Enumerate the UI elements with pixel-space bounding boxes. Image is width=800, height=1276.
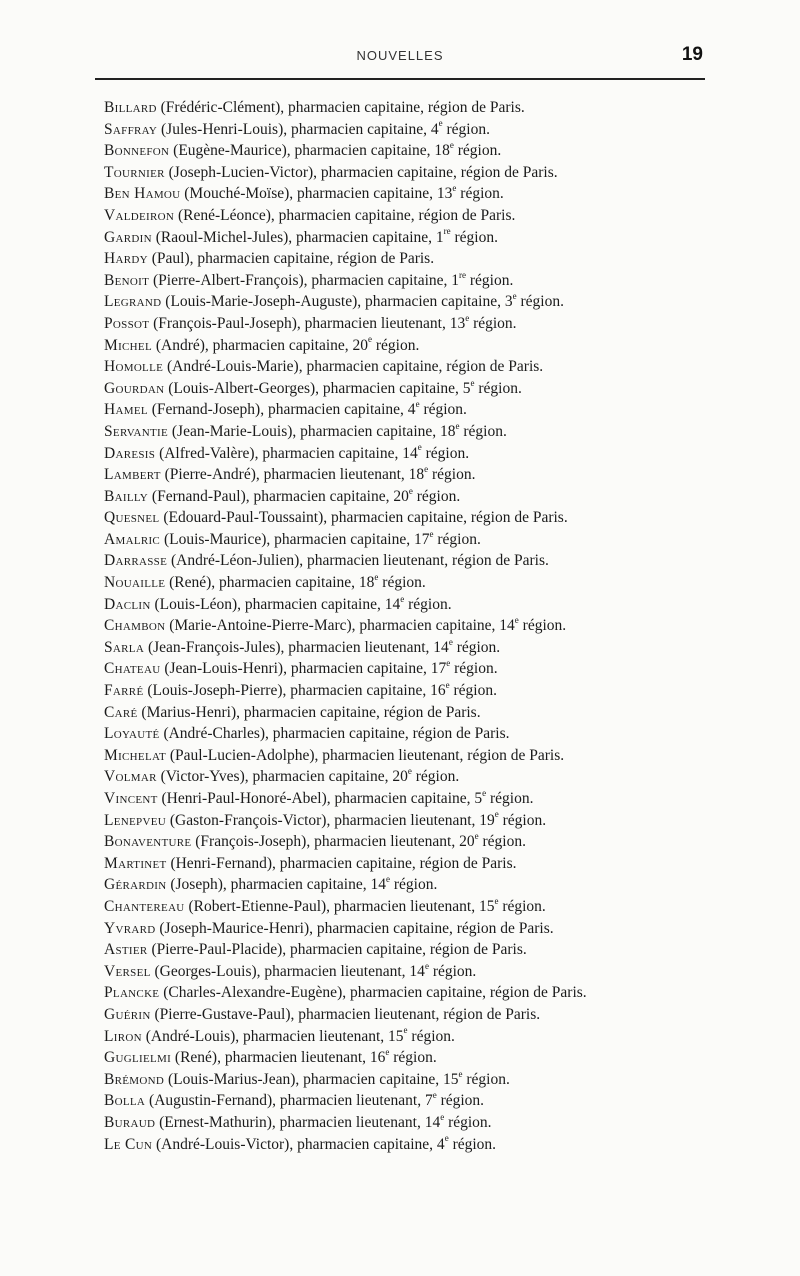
list-item bbox=[82, 486, 704, 508]
officer-surname: Plancke bbox=[104, 984, 160, 1002]
officer-surname: Amalric bbox=[104, 530, 161, 548]
entry-region: région. bbox=[378, 574, 426, 592]
officer-surname: Liron bbox=[104, 1027, 142, 1045]
entry-region: région. bbox=[469, 314, 517, 332]
entry-details: (René-Léonce), pharmacien capitaine, région de Paris. bbox=[174, 206, 516, 224]
list-item bbox=[82, 183, 704, 205]
entry-details: (Henri-Paul-Honoré-Abel), pharmacien capitaine, 5 bbox=[157, 790, 483, 807]
ordinal-suffix: e bbox=[417, 442, 422, 453]
entry-details: (Paul-Lucien-Adolphe), pharmacien lieutenant, région de Paris. bbox=[166, 746, 565, 764]
officer-surname: Martinet bbox=[104, 854, 167, 872]
entry-region: région. bbox=[453, 142, 502, 160]
list-item bbox=[82, 1134, 704, 1156]
officer-surname: Benoit bbox=[104, 271, 150, 289]
entry-region: région. bbox=[411, 768, 460, 786]
list-item bbox=[82, 399, 704, 421]
list-item bbox=[82, 637, 704, 659]
ordinal-suffix: e bbox=[448, 636, 453, 647]
ordinal-suffix: e bbox=[432, 1090, 437, 1101]
entry-details: (André), pharmacien capitaine, 20 bbox=[151, 336, 369, 354]
header-rule bbox=[95, 78, 705, 80]
entry-region: région. bbox=[449, 682, 497, 700]
officer-surname: Michel bbox=[104, 336, 152, 354]
entry-details: (Paul), pharmacien capitaine, région de Paris. bbox=[147, 250, 435, 268]
entry-details: (Henri-Fernand), pharmacien capitaine, région de Paris. bbox=[166, 854, 517, 872]
entry-details: (Louis-Albert-Georges), pharmacien capitaine, 5 bbox=[164, 379, 471, 397]
entry-details: (André-Louis), pharmacien lieutenant, 15 bbox=[141, 1027, 404, 1045]
list-item bbox=[82, 1026, 704, 1048]
entry-details: (Louis-Maurice), pharmacien capitaine, 17 bbox=[160, 530, 430, 548]
list-item bbox=[82, 766, 704, 788]
running-title: NOUVELLES bbox=[356, 48, 444, 63]
officer-surname: Lenepveu bbox=[104, 811, 166, 829]
entry-details: (André-Charles), pharmacien capitaine, région de Paris. bbox=[159, 725, 510, 743]
entry-details: (Pierre-Albert-François), pharmacien capitaine, 1 bbox=[149, 271, 460, 289]
entry-details: (Edouard-Paul-Toussaint), pharmacien capitaine, région de Paris. bbox=[159, 509, 568, 527]
entry-details: (Robert-Etienne-Paul), pharmacien lieutenant, 15 bbox=[184, 897, 495, 915]
list-item bbox=[82, 248, 704, 270]
ordinal-suffix: re bbox=[443, 226, 451, 237]
ordinal-suffix: e bbox=[470, 377, 475, 388]
list-item bbox=[82, 1047, 704, 1069]
ordinal-suffix: e bbox=[407, 766, 412, 777]
list-item bbox=[82, 140, 704, 162]
officer-surname: Hardy bbox=[104, 250, 148, 268]
ordinal-suffix: e bbox=[446, 658, 451, 669]
list-item bbox=[82, 550, 704, 572]
ordinal-suffix: e bbox=[455, 420, 460, 431]
officer-surname: Legrand bbox=[104, 293, 162, 311]
officer-surname: Bailly bbox=[104, 487, 149, 505]
officer-surname: Lambert bbox=[104, 466, 161, 484]
list-item bbox=[82, 313, 704, 335]
officer-surname: Daresis bbox=[104, 444, 156, 462]
ordinal-suffix: e bbox=[465, 312, 470, 323]
list-item bbox=[82, 205, 704, 227]
entry-region: région. bbox=[474, 379, 522, 397]
list-item bbox=[82, 97, 704, 119]
officer-surname: Chateau bbox=[104, 660, 161, 678]
ordinal-suffix: e bbox=[368, 334, 373, 345]
list-item bbox=[82, 507, 704, 529]
entry-details: (Ernest-Mathurin), pharmacien lieutenant, 14 bbox=[155, 1113, 441, 1131]
list-item bbox=[82, 443, 704, 465]
list-item bbox=[82, 1004, 704, 1026]
officer-surname: Vincent bbox=[104, 790, 158, 807]
officer-surname: Homolle bbox=[104, 358, 164, 376]
officer-surname: Tournier bbox=[104, 163, 165, 181]
entry-details: (François-Joseph), pharmacien lieutenant, 20 bbox=[191, 833, 475, 851]
list-item bbox=[82, 270, 704, 292]
entry-details: (Louis-Léon), pharmacien capitaine, 14 bbox=[150, 595, 401, 613]
entry-details: (Pierre-Paul-Placide), pharmacien capitaine, région de Paris. bbox=[147, 941, 527, 959]
officer-surname: Hamel bbox=[104, 401, 148, 419]
entry-details: (Jules-Henri-Louis), pharmacien capitaine, 4 bbox=[157, 120, 439, 138]
officer-surname: Gourdan bbox=[104, 379, 165, 397]
list-item bbox=[82, 658, 704, 680]
entry-details: (François-Paul-Joseph), pharmacien lieutenant, 13 bbox=[149, 314, 466, 332]
list-item bbox=[82, 788, 704, 810]
entry-region: région. bbox=[389, 1049, 437, 1067]
ordinal-suffix: e bbox=[374, 571, 379, 582]
ordinal-suffix: e bbox=[438, 118, 443, 129]
list-item bbox=[82, 896, 704, 918]
officer-surname: Brémond bbox=[104, 1070, 165, 1088]
entry-details: (Joseph-Maurice-Henri), pharmacien capitaine, région de Paris. bbox=[155, 919, 554, 937]
officer-surname: Chantereau bbox=[104, 897, 185, 915]
ordinal-suffix: e bbox=[452, 183, 457, 194]
ordinal-suffix: e bbox=[458, 1068, 463, 1079]
entry-details: (Eugène-Maurice), pharmacien capitaine, 18 bbox=[169, 142, 450, 160]
ordinal-suffix: e bbox=[400, 593, 405, 604]
ordinal-suffix: e bbox=[424, 463, 429, 474]
officer-surname: Loyauté bbox=[104, 725, 160, 743]
entry-details: (Raoul-Michel-Jules), pharmacien capitaine, 1 bbox=[151, 228, 444, 246]
entry-details: (Georges-Louis), pharmacien lieutenant, 14 bbox=[150, 962, 425, 980]
entry-details: (André-Louis-Victor), pharmacien capitaine, 4 bbox=[152, 1135, 445, 1153]
entry-region: région. bbox=[456, 185, 504, 203]
list-item bbox=[82, 378, 704, 400]
entry-details: (Jean-Marie-Louis), pharmacien capitaine, 18 bbox=[168, 422, 456, 440]
entry-region: région. bbox=[518, 617, 567, 635]
entry-region: région. bbox=[466, 271, 514, 289]
entry-details: (Augustin-Fernand), pharmacien lieutenant, 7 bbox=[145, 1092, 433, 1110]
entry-region: région. bbox=[459, 422, 507, 440]
officer-surname: Bonnefon bbox=[104, 142, 170, 160]
officer-surname: Darrasse bbox=[104, 552, 168, 570]
list-item bbox=[82, 810, 704, 832]
officer-surname: Sarla bbox=[104, 638, 145, 656]
entry-region: région. bbox=[516, 293, 564, 311]
entry-region: région. bbox=[450, 228, 498, 246]
officer-surname: Yvrard bbox=[104, 919, 156, 937]
list-item bbox=[82, 874, 704, 896]
entry-region: région. bbox=[498, 811, 547, 829]
ordinal-suffix: e bbox=[474, 831, 479, 842]
officer-surname: Servantie bbox=[104, 422, 169, 440]
entry-region: région. bbox=[372, 336, 420, 354]
entry-details: (Charles-Alexandre-Eugène), pharmacien capitaine, région de Paris. bbox=[159, 984, 587, 1002]
list-item bbox=[82, 119, 704, 141]
officer-surname: Caré bbox=[104, 703, 138, 721]
entry-region: région. bbox=[421, 444, 470, 462]
list-item bbox=[82, 918, 704, 940]
entry-region: région. bbox=[448, 1135, 497, 1153]
ordinal-suffix: e bbox=[424, 960, 429, 971]
entry-region: région. bbox=[444, 1113, 492, 1131]
officer-surname: Nouaille bbox=[104, 574, 166, 592]
list-item bbox=[82, 464, 704, 486]
list-item bbox=[82, 227, 704, 249]
officer-surname: Astier bbox=[104, 941, 148, 959]
entry-region: région. bbox=[428, 466, 476, 484]
ordinal-suffix: e bbox=[444, 1133, 449, 1144]
page-header bbox=[95, 44, 705, 72]
list-item bbox=[82, 572, 704, 594]
entry-details: (Frédéric-Clément), pharmacien capitaine, région de Paris. bbox=[156, 99, 525, 116]
entry-details: (Fernand-Paul), pharmacien capitaine, 20 bbox=[148, 487, 409, 505]
entry-region: région. bbox=[452, 638, 501, 656]
officer-surname: Farré bbox=[104, 682, 144, 700]
ordinal-suffix: e bbox=[512, 291, 517, 302]
officer-surname: Possot bbox=[104, 314, 150, 332]
list-item bbox=[82, 745, 704, 767]
officer-surname: Ben Hamou bbox=[104, 185, 181, 203]
officer-surname: Guérin bbox=[104, 1005, 151, 1023]
officer-surname: Michelat bbox=[104, 746, 167, 764]
entry-details: (Jean-Louis-Henri), pharmacien capitaine, 17 bbox=[160, 660, 447, 678]
entry-region: région. bbox=[442, 120, 490, 138]
entry-region: région. bbox=[498, 897, 546, 915]
entry-details: (Joseph-Lucien-Victor), pharmacien capitaine, région de Paris. bbox=[164, 163, 558, 181]
entry-details: (Pierre-Gustave-Paul), pharmacien lieutenant, région de Paris. bbox=[150, 1005, 541, 1023]
list-item bbox=[82, 853, 704, 875]
entry-details: (Joseph), pharmacien capitaine, 14 bbox=[166, 876, 386, 894]
ordinal-suffix: e bbox=[429, 528, 434, 539]
ordinal-suffix: e bbox=[482, 787, 487, 798]
entry-details: (André-Léon-Julien), pharmacien lieutenant, région de Paris. bbox=[167, 552, 549, 570]
entry-details: (Victor-Yves), pharmacien capitaine, 20 bbox=[156, 768, 408, 786]
list-item bbox=[82, 291, 704, 313]
ordinal-suffix: e bbox=[494, 895, 499, 906]
list-item bbox=[82, 961, 704, 983]
entry-region: région. bbox=[433, 530, 481, 548]
ordinal-suffix: e bbox=[385, 874, 390, 885]
entry-details: (Mouché-Moïse), pharmacien capitaine, 13 bbox=[180, 185, 453, 203]
entry-details: (Alfred-Valère), pharmacien capitaine, 14 bbox=[155, 444, 418, 462]
entry-details: (Gaston-François-Victor), pharmacien lieutenant, 19 bbox=[165, 811, 495, 829]
ordinal-suffix: re bbox=[459, 269, 467, 280]
list-item bbox=[82, 680, 704, 702]
officer-surname: Volmar bbox=[104, 768, 157, 786]
officer-surname: Guglielmi bbox=[104, 1049, 172, 1067]
ordinal-suffix: e bbox=[408, 485, 413, 496]
entry-region: région. bbox=[486, 790, 534, 807]
list-item bbox=[82, 982, 704, 1004]
entry-details: (Fernand-Joseph), pharmacien capitaine, 4 bbox=[147, 401, 416, 419]
ordinal-suffix: e bbox=[440, 1111, 445, 1122]
ordinal-suffix: e bbox=[385, 1046, 390, 1057]
list-item bbox=[82, 162, 704, 184]
list-item bbox=[82, 594, 704, 616]
ordinal-suffix: e bbox=[403, 1025, 408, 1036]
officer-surname: Gardin bbox=[104, 228, 152, 246]
ordinal-suffix: e bbox=[415, 399, 420, 410]
entry-region: région. bbox=[436, 1092, 485, 1110]
entry-list bbox=[82, 97, 704, 1155]
officer-surname: Gérardin bbox=[104, 876, 167, 894]
list-item bbox=[82, 939, 704, 961]
officer-surname: Bolla bbox=[104, 1092, 146, 1110]
page-number: 19 bbox=[681, 44, 703, 65]
entry-region: région. bbox=[412, 487, 461, 505]
entry-region: région. bbox=[419, 401, 467, 419]
officer-surname: Le Cun bbox=[104, 1135, 153, 1153]
entry-details: (Jean-François-Jules), pharmacien lieutenant, 14 bbox=[144, 638, 449, 656]
officer-surname: Valdeiron bbox=[104, 206, 175, 224]
entry-region: région. bbox=[428, 962, 477, 980]
list-item bbox=[82, 529, 704, 551]
list-item bbox=[82, 421, 704, 443]
entry-details: (Louis-Joseph-Pierre), pharmacien capitaine, 16 bbox=[143, 682, 446, 700]
officer-surname: Daclin bbox=[104, 595, 151, 613]
ordinal-suffix: e bbox=[494, 809, 499, 820]
entry-details: (René), pharmacien capitaine, 18 bbox=[165, 574, 375, 592]
entry-region: région. bbox=[407, 1027, 455, 1045]
entry-region: région. bbox=[389, 876, 438, 894]
entry-details: (Marius-Henri), pharmacien capitaine, région de Paris. bbox=[137, 703, 481, 721]
entry-region: région. bbox=[478, 833, 526, 851]
list-item bbox=[82, 1069, 704, 1091]
entry-region: région. bbox=[404, 595, 452, 613]
ordinal-suffix: e bbox=[445, 679, 450, 690]
officer-surname: Saffray bbox=[104, 120, 158, 138]
entry-region: région. bbox=[462, 1070, 510, 1088]
list-item bbox=[82, 723, 704, 745]
list-item bbox=[82, 1112, 704, 1134]
list-item bbox=[82, 356, 704, 378]
officer-surname: Bonaventure bbox=[104, 833, 192, 851]
ordinal-suffix: e bbox=[514, 615, 519, 626]
entry-details: (Marie-Antoine-Pierre-Marc), pharmacien capitaine, 14 bbox=[165, 617, 515, 635]
list-item bbox=[82, 335, 704, 357]
list-item bbox=[82, 1090, 704, 1112]
entry-details: (René), pharmacien lieutenant, 16 bbox=[171, 1049, 386, 1067]
entry-details: (Louis-Marius-Jean), pharmacien capitaine, 15 bbox=[164, 1070, 459, 1088]
officer-surname: Versel bbox=[104, 962, 151, 980]
ordinal-suffix: e bbox=[449, 140, 454, 151]
list-item bbox=[82, 831, 704, 853]
officer-surname: Quesnel bbox=[104, 509, 160, 527]
entry-details: (Louis-Marie-Joseph-Auguste), pharmacien capitaine, 3 bbox=[161, 293, 513, 311]
list-item bbox=[82, 702, 704, 724]
officer-surname: Buraud bbox=[104, 1113, 156, 1131]
entry-details: (André-Louis-Marie), pharmacien capitaine, région de Paris. bbox=[163, 358, 544, 376]
officer-surname: Chambon bbox=[104, 617, 166, 635]
entry-region: région. bbox=[450, 660, 498, 678]
entry-details: (Pierre-André), pharmacien lieutenant, 18 bbox=[160, 466, 425, 484]
list-item bbox=[82, 615, 704, 637]
officer-surname: Billard bbox=[104, 99, 157, 116]
